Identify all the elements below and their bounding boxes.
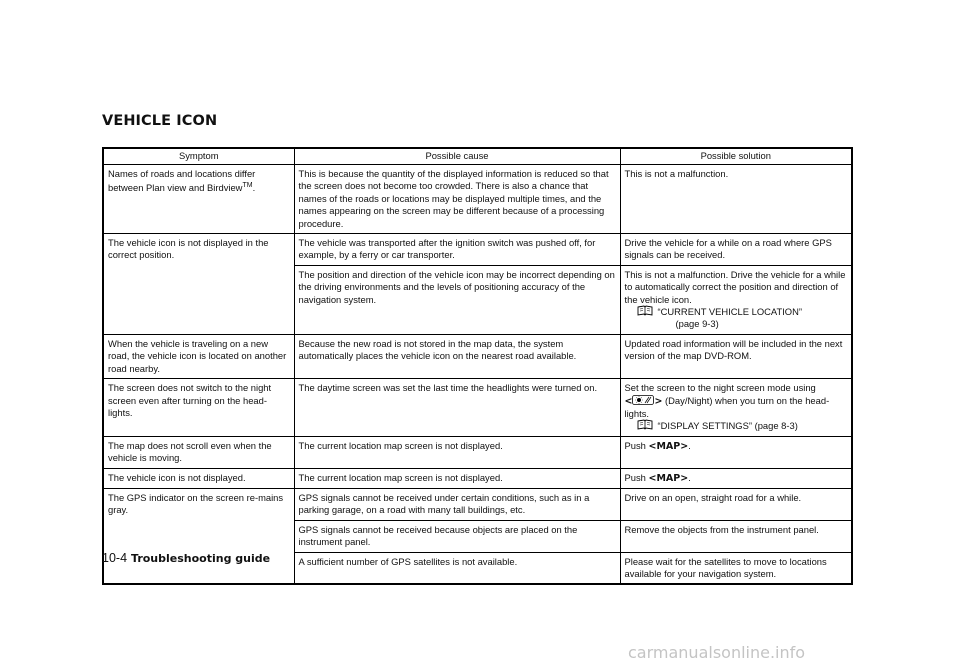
cause-cell: Because the new road is not stored in the map data, the system automatically places the vehicle icon on the nearest road available. <box>294 334 620 378</box>
solution-cell <box>620 379 852 437</box>
symptom-cell: The screen does not switch to the night screen even after turning on the head-lights. <box>103 379 294 437</box>
reference-title: “DISPLAY SETTINGS” (page 8-3) <box>657 420 798 432</box>
cause-cell: The current location map screen is not displayed. <box>294 436 620 468</box>
solution-cell: This is not a malfunction. <box>620 165 852 234</box>
solution-cell: Drive the vehicle for a while on a road where GPS signals can be received. <box>620 234 852 266</box>
book-reference-icon <box>637 419 653 431</box>
page-reference <box>625 306 849 331</box>
symptom-cell <box>103 165 294 234</box>
button-bracket-open: < <box>624 395 633 407</box>
solution-end: . <box>688 439 691 451</box>
trademark-sup: TM <box>242 182 253 190</box>
book-reference-icon <box>637 305 653 317</box>
cause-cell: The current location map screen is not displayed. <box>294 468 620 488</box>
troubleshooting-table <box>102 147 853 585</box>
reference-page: (page 9-3) <box>675 318 719 330</box>
solution-cell: Drive on an open, straight road for a while. <box>620 488 852 520</box>
reference-title: “CURRENT VEHICLE LOCATION” <box>657 306 802 318</box>
page-reference <box>625 420 849 432</box>
solution-text: This is not a malfunction. Drive the vehicle for a while to automatically correct the position and direction of the vehicle icon. <box>624 268 846 305</box>
symptom-cell: When the vehicle is traveling on a new road, the vehicle icon is located on another road nearby. <box>103 334 294 378</box>
table-row <box>103 234 852 266</box>
header-cause: Possible cause <box>294 148 620 165</box>
symptom-text: Names of roads and locations differ between Plan view and Birdview <box>108 168 256 194</box>
solution-cell: Updated road information will be included in the next version of the map DVD-ROM. <box>620 334 852 378</box>
solution-end: . <box>688 471 691 483</box>
cause-cell: GPS signals cannot be received because objects are placed on the instrument panel. <box>294 520 620 552</box>
table-row <box>103 165 852 234</box>
table-row <box>103 488 852 520</box>
cause-cell: The daytime screen was set the last time the headlights were turned on. <box>294 379 620 437</box>
solution-cell: Please wait for the satellites to move to locations available for your navigation system. <box>620 552 852 584</box>
solution-text: Set the screen to the night screen mode using <box>624 382 816 394</box>
header-symptom: Symptom <box>103 148 294 165</box>
symptom-cell: The map does not scroll even when the vehicle is moving. <box>103 436 294 468</box>
table-row <box>103 468 852 488</box>
cause-cell: GPS signals cannot be received under certain conditions, such as in a parking garage, on a road with many tall buildings, etc. <box>294 488 620 520</box>
symptom-end: . <box>252 182 256 194</box>
solution-cell <box>620 468 852 488</box>
page-number: 10-4 <box>102 551 128 565</box>
section-title: VEHICLE ICON <box>102 113 218 129</box>
solution-cell: Remove the objects from the instrument panel. <box>620 520 852 552</box>
cause-cell: The position and direction of the vehicle icon may be incorrect depending on the driving environments and the levels of positioning accuracy of the navigation system. <box>294 265 620 334</box>
symptom-cell: The GPS indicator on the screen re-mains gray. <box>103 488 294 584</box>
footer-section-name: Troubleshooting guide <box>131 552 271 565</box>
cause-cell: This is because the quantity of the displayed information is reduced so that the screen does not become too crowded. There is also a chance that names of the roads or locations may be displayed multiple times, and the names appearing on the screen may be different because of a processing procedure. <box>294 165 620 234</box>
table-row <box>103 436 852 468</box>
map-button-label: <MAP> <box>648 440 689 452</box>
cause-cell: The vehicle was transported after the ignition switch was pushed off, for example, by a ferry or car transporter. <box>294 234 620 266</box>
cause-cell: A sufficient number of GPS satellites is not available. <box>294 552 620 584</box>
table-row <box>103 334 852 378</box>
watermark: carmanualsonline.info <box>628 643 806 662</box>
table-row <box>103 379 852 437</box>
table-header-row <box>103 148 852 165</box>
map-button-label: <MAP> <box>648 472 689 484</box>
symptom-cell: The vehicle icon is not displayed. <box>103 468 294 488</box>
page-footer <box>102 551 270 565</box>
solution-cell <box>620 265 852 334</box>
solution-text: Push <box>624 471 649 483</box>
solution-text-cont: (Day/Night) when you turn on the head-lights. <box>624 394 830 419</box>
solution-text: Push <box>624 439 649 451</box>
symptom-cell: The vehicle icon is not displayed in the correct position. <box>103 234 294 335</box>
button-bracket-close: > <box>654 395 663 407</box>
day-night-button-icon <box>632 395 654 405</box>
solution-cell <box>620 436 852 468</box>
header-solution: Possible solution <box>620 148 852 165</box>
